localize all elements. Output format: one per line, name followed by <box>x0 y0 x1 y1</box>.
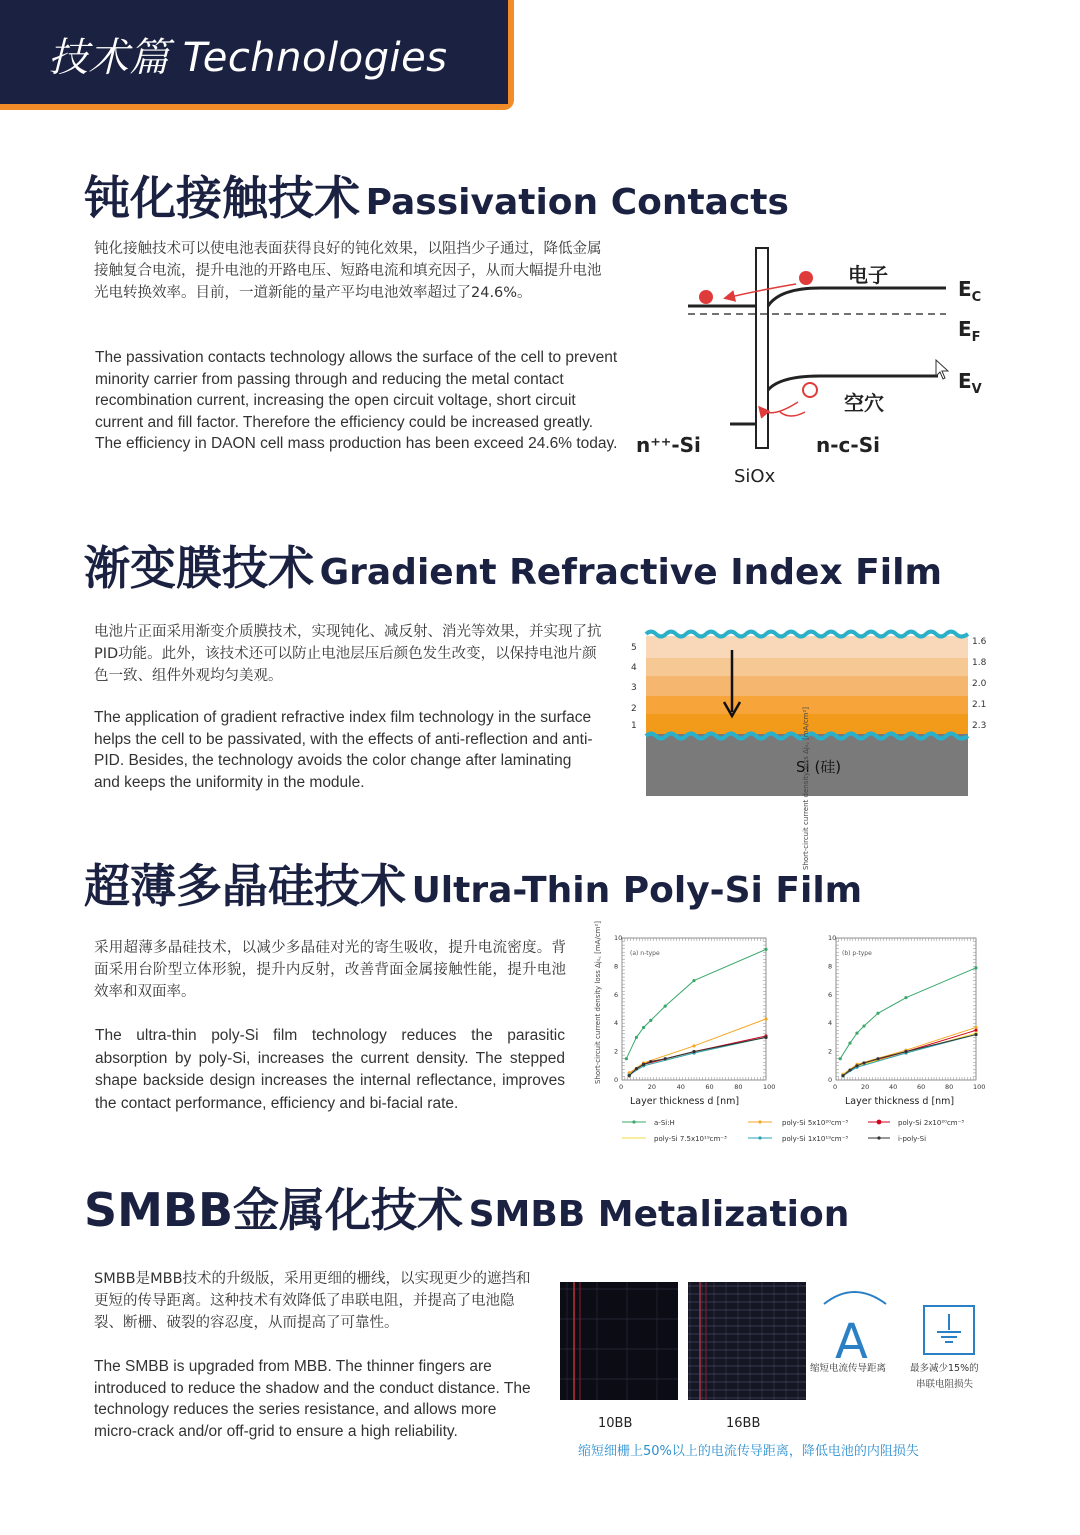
svg-text:串联电阻损失: 串联电阻损失 <box>916 1379 974 1390</box>
series-line <box>843 1030 976 1075</box>
x-tick-label: 100 <box>973 1083 986 1091</box>
data-point <box>635 1036 638 1039</box>
data-point <box>862 1061 865 1064</box>
section-title-passivation <box>84 162 789 228</box>
smbb-text-en: The SMBB is upgraded from MBB. The thinner fingers are introduced to reduce the shadow and the conduct distance. The technology reduces the series resistance, and allows more micro-crack and/or off-grid to ensure a high reliability. <box>94 1358 531 1440</box>
x-tick-label: 40 <box>889 1083 898 1091</box>
svg-text:4: 4 <box>631 663 637 673</box>
y-tick-label: 8 <box>614 962 619 971</box>
page-title: 技术篇 Technologies <box>48 35 448 81</box>
x-tick-label: 80 <box>945 1083 954 1091</box>
chart-a-xlabel: Layer thickness d [nm] <box>630 1096 740 1107</box>
chart-a-ylabel: Short-circuit current density loss Δjₛ꜀ [mA/cm²] <box>594 920 602 1084</box>
svg-text:3: 3 <box>631 683 637 693</box>
data-point <box>855 1064 858 1067</box>
svg-text:i-poly-Si: i-poly-Si <box>898 1135 927 1143</box>
x-tick-label: 100 <box>763 1083 776 1091</box>
x-tick-label: 40 <box>676 1083 685 1091</box>
chart-b-xlabel: Layer thickness d [nm] <box>845 1096 955 1107</box>
data-point <box>974 966 977 969</box>
data-point <box>642 1063 645 1066</box>
section-title-cn: SMBB金属化技术 <box>84 1183 464 1237</box>
electron-dot <box>699 290 713 304</box>
y-tick-label: 4 <box>614 1019 619 1028</box>
svg-text:poly-Si 2x10²⁰cm⁻³: poly-Si 2x10²⁰cm⁻³ <box>898 1119 965 1127</box>
cell-10bb-image <box>560 1282 678 1400</box>
y-tick-label: 2 <box>828 1047 833 1056</box>
section-title-en: Gradient Refractive Index Film <box>319 552 942 593</box>
data-point <box>692 1044 695 1047</box>
polysi-text-cn: 采用超薄多晶硅技术，以减少多晶硅对光的寄生吸收，提升电流密度。背面采用台阶型立体形貌，提升内反射，改善背面金属接触性能，提升电池效率和双面率。 <box>94 940 566 1000</box>
svg-text:poly-Si 1x10¹⁹cm⁻³: poly-Si 1x10¹⁹cm⁻³ <box>782 1135 849 1143</box>
section-title-en: Passivation Contacts <box>365 182 789 223</box>
chart-frame <box>836 938 976 1080</box>
svg-text:2.3: 2.3 <box>972 721 987 731</box>
x-tick-label: 60 <box>917 1083 926 1091</box>
data-point <box>855 1032 858 1035</box>
svg-text:1: 1 <box>631 721 637 731</box>
data-point <box>628 1074 631 1077</box>
series-line <box>629 1037 766 1075</box>
svg-text:poly-Si 7.5x10¹⁹cm⁻³: poly-Si 7.5x10¹⁹cm⁻³ <box>654 1135 727 1143</box>
data-point <box>764 948 767 951</box>
svg-text:1.8: 1.8 <box>972 658 987 668</box>
data-point <box>848 1068 851 1071</box>
svg-text:10BB: 10BB <box>598 1416 633 1431</box>
chart-frame <box>622 938 766 1080</box>
polysi-text-en: The ultra-thin poly-Si film technology reduces the parasitic absorption by poly-Si, increases the current density. The stepped shape backside design increases the internal reflectance, improves the contact performance, efficiency and bi-facial rate. <box>95 1027 565 1112</box>
svg-text:Si (硅): Si (硅) <box>796 758 842 776</box>
svg-text:空穴: 空穴 <box>844 391 884 415</box>
data-point <box>649 1019 652 1022</box>
chart-b-ylabel: Short-circuit current density loss Δjₛ꜀ [mA/cm²] <box>802 706 810 870</box>
section-title-smbb <box>84 1174 849 1240</box>
gradient-film-diagram <box>620 620 1000 802</box>
smbb-text-cn: SMBB是MBB技术的升级版，采用更细的栅线，以实现更少的遮挡和更短的传导距离。这种技术有效降低了串联电阻，并提高了电池隐裂、断栅、破裂的容忍度，从而提高了可靠性。 <box>94 1271 531 1331</box>
smbb-figure <box>552 1274 1012 1470</box>
data-point <box>974 1029 977 1032</box>
y-tick-label: 6 <box>614 990 619 999</box>
svg-text:n⁺⁺-Si: n⁺⁺-Si <box>636 433 701 457</box>
chart-a-panel: (a) n-type <box>630 950 660 957</box>
passivation-text-cn: 钝化接触技术可以使电池表面获得良好的钝化效果，以阻挡少子通过，降低金属接触复合电流，提升电池的开路电压、短路电流和填充因子，从而大幅提升电池光电转换效率。目前，一道新能的量产平均电池效率超过了24.6%。 <box>94 241 602 301</box>
section-title-cn: 超薄多晶硅技术 <box>84 859 406 913</box>
y-tick-label: 4 <box>828 1019 833 1028</box>
svg-text:2.1: 2.1 <box>972 700 987 710</box>
svg-text:2: 2 <box>631 704 637 714</box>
svg-text:n-c-Si: n-c-Si <box>816 433 880 457</box>
section-title-cn: 渐变膜技术 <box>84 541 314 595</box>
y-tick-label: 10 <box>828 934 837 942</box>
svg-text:2.0: 2.0 <box>972 679 987 689</box>
data-point <box>862 1024 865 1027</box>
data-point <box>635 1067 638 1070</box>
y-tick-label: 10 <box>614 934 623 942</box>
series-line <box>629 1037 766 1074</box>
band-diagram <box>630 240 1010 490</box>
y-tick-label: 0 <box>614 1076 619 1084</box>
svg-text:1.6: 1.6 <box>972 637 987 647</box>
data-point <box>848 1041 851 1044</box>
x-tick-label: 20 <box>861 1083 870 1091</box>
section-title-en: Ultra-Thin Poly-Si Film <box>411 870 863 911</box>
smbb-caption: 缩短细栅上50%以上的电流传导距离，降低电池的内阻损失 <box>578 1444 919 1459</box>
section-title-gradient <box>84 532 942 598</box>
svg-text:缩短电流传导距离: 缩短电流传导距离 <box>810 1363 887 1374</box>
y-tick-label: 8 <box>828 962 833 971</box>
svg-text:EV: $E_V$ <box>958 369 982 397</box>
chart-b-panel: (b) p-type <box>842 950 872 957</box>
y-tick-label: 0 <box>828 1076 833 1084</box>
series-line <box>843 1035 976 1076</box>
series-line <box>629 1019 766 1073</box>
data-point <box>649 1060 652 1063</box>
data-point <box>764 1036 767 1039</box>
data-point <box>692 1050 695 1053</box>
series-line <box>843 1035 976 1076</box>
data-point <box>904 1050 907 1053</box>
data-point <box>876 1057 879 1060</box>
data-point <box>664 1005 667 1008</box>
svg-text:poly-Si 5x10²⁰cm⁻³: poly-Si 5x10²⁰cm⁻³ <box>782 1119 849 1127</box>
data-point <box>876 1012 879 1015</box>
x-tick-label: 0 <box>619 1083 624 1091</box>
svg-text:5: 5 <box>631 643 637 653</box>
passivation-text-en: The passivation contacts technology allows the surface of the cell to prevent minority carrier from passing through and reducing the metal contact recombination current, increasing the open circuit voltage, short circuit current and fill factor. Therefore the efficiency could be increased greatly. The efficiency in DAON cell mass production has been exceed 24.6% today. <box>95 349 618 452</box>
chart-legend <box>622 1119 964 1143</box>
data-point <box>625 1057 628 1060</box>
x-tick-label: 0 <box>833 1083 838 1091</box>
svg-text:a-Si:H: a-Si:H <box>654 1119 675 1127</box>
gradient-text-en: The application of gradient refractive index film technology in the surface helps the cell to be passivated, with the effects of anti-reflection and anti-PID. Besides, the technology avoids the color change after laminating and keeps the uniformity in the module. <box>94 709 593 791</box>
section-title-cn: 钝化接触技术 <box>84 171 360 225</box>
x-tick-label: 80 <box>734 1083 743 1091</box>
y-tick-label: 6 <box>828 990 833 999</box>
section-title-polysi <box>84 850 862 916</box>
svg-text:16BB: 16BB <box>726 1416 761 1431</box>
data-point <box>974 1033 977 1036</box>
gradient-text-cn: 电池片正面采用渐变介质膜技术，实现钝化、减反射、消光等效果，并实现了抗PID功能。此外，该技术还可以防止电池层压后颜色发生改变，以保持电池片颜色一致、组件外观均匀美观。 <box>94 624 602 684</box>
arc-icon <box>824 1292 886 1304</box>
hole-dot <box>803 383 817 397</box>
series-line <box>629 1037 766 1075</box>
section-title-en: SMBB Metalization <box>468 1194 850 1235</box>
x-tick-label: 60 <box>705 1083 714 1091</box>
data-point <box>904 996 907 999</box>
svg-text:最多减少15%的: 最多减少15%的 <box>910 1363 979 1374</box>
series-line <box>840 968 976 1059</box>
x-tick-label: 20 <box>647 1083 657 1091</box>
svg-text:电子: 电子 <box>848 263 888 287</box>
data-point <box>841 1074 844 1077</box>
data-point <box>642 1026 645 1029</box>
data-point <box>692 979 695 982</box>
y-tick-label: 2 <box>614 1047 619 1056</box>
data-point <box>974 1026 977 1029</box>
svg-text:SiOx: SiOx <box>734 466 776 487</box>
current-icon: A <box>835 1314 868 1370</box>
electron-dot <box>799 271 813 285</box>
svg-text:EF: $E_F$ <box>958 317 981 345</box>
data-point <box>764 1017 767 1020</box>
svg-text:EC: $E_C$ <box>958 277 982 305</box>
data-point <box>839 1057 842 1060</box>
data-point <box>664 1057 667 1060</box>
